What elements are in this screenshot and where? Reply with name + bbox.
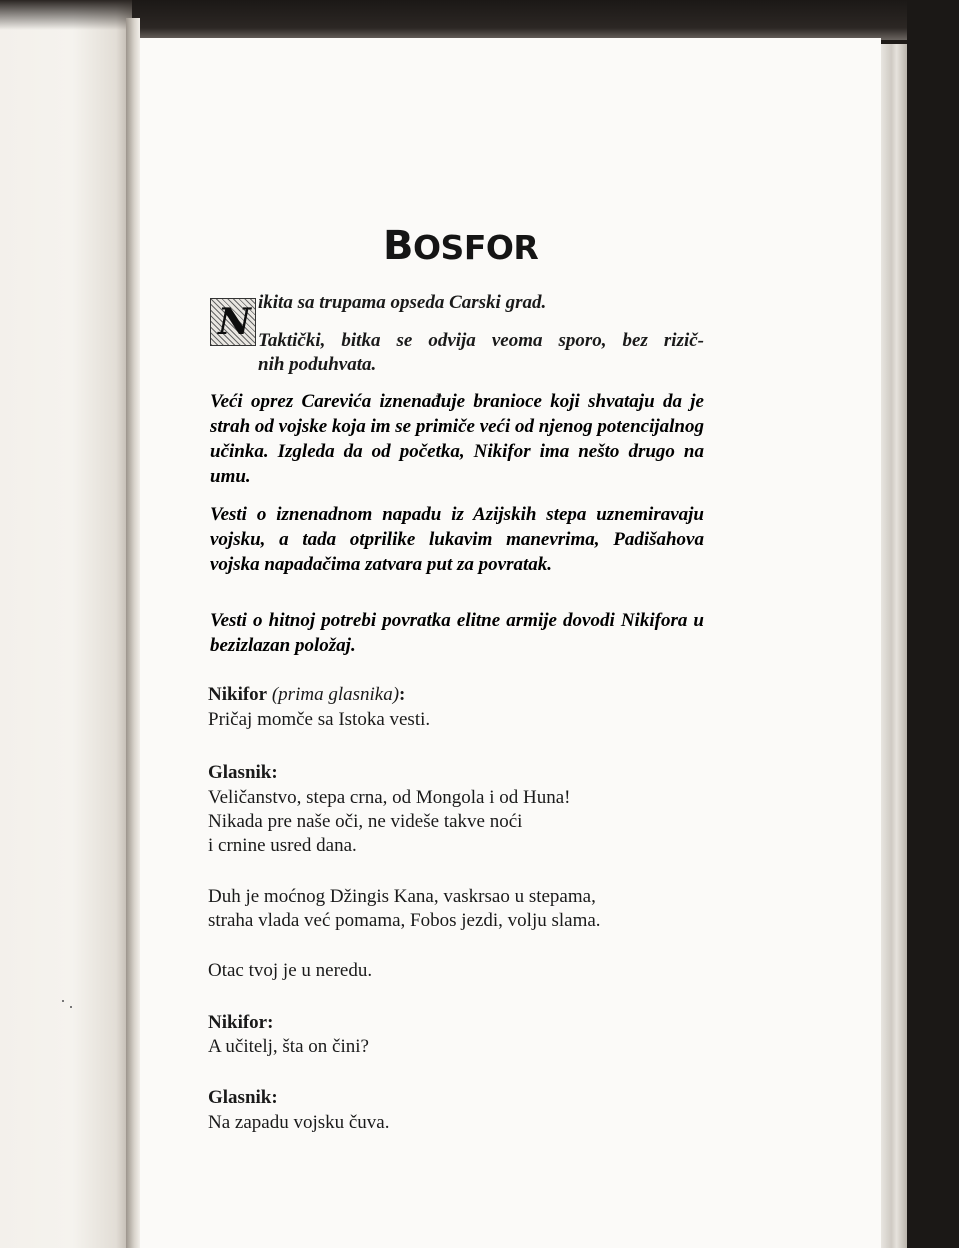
speaker-nikifor-1: Nikifor (prima glasnika):	[208, 684, 406, 705]
scan-speck	[62, 1000, 64, 1002]
intro-line-1: ikita sa trupama opseda Carski grad.	[258, 292, 547, 313]
chapter-title: BOSFOR	[383, 223, 539, 269]
dialogue-line: Na zapadu vojsku čuva.	[208, 1112, 390, 1133]
verse-line: i crnine usred dana.	[208, 835, 357, 856]
speaker-glasnik-1: Glasnik:	[208, 762, 278, 783]
intro-line-3: nih poduhvata.	[258, 354, 377, 375]
book-gutter	[126, 18, 140, 1248]
ornamental-dropcap: N	[210, 298, 256, 346]
left-page	[0, 0, 132, 1248]
left-page-shadow	[0, 0, 132, 30]
scan-top-border	[132, 0, 907, 40]
dialogue-line: A učitelj, šta on čini?	[208, 1036, 369, 1057]
verse-line: Duh je moćnog Džingis Kana, vaskrsao u stepama,	[208, 886, 596, 907]
page-edges	[881, 44, 907, 1248]
verse-line: straha vlada već pomama, Fobos jezdi, volju slama.	[208, 910, 601, 931]
speaker-nikifor-2: Nikifor:	[208, 1012, 274, 1033]
speaker-glasnik-2: Glasnik:	[208, 1087, 278, 1108]
verse-line: Nikada pre naše oči, ne videše takve noći	[208, 811, 523, 832]
dialogue-line: Pričaj momče sa Istoka vesti.	[208, 709, 431, 730]
narration-paragraph-1: Veći oprez Carevića iznenađuje branioce koji shvataju da je strah od vojske koja im se primiče veći od njenog potencijalnog učinka. Izgleda da od početka, Nikifor ima nešto drugo na umu.	[210, 391, 704, 487]
scan-right-border	[907, 0, 959, 1248]
scan-speck	[70, 1006, 72, 1008]
stage-direction: (prima glasnika)	[271, 684, 400, 705]
verse-line: Otac tvoj je u neredu.	[208, 960, 373, 981]
verse-line: Veličanstvo, stepa crna, od Mongola i od Huna!	[208, 787, 571, 808]
narration-paragraph-3: Vesti o hitnoj potrebi povratka elitne armije dovodi Nikifora u bezizlazan položaj.	[210, 610, 704, 656]
narration-paragraph-2: Vesti o iznenadnom napadu iz Azijskih stepa uznemiravaju vojsku, a tada otprilike lukavim manevrima, Padišahova vojska napadačima zatvara put za povratak.	[210, 504, 704, 575]
intro-line-2: Taktički, bitka se odvija veoma sporo, bez rizič-	[258, 330, 704, 351]
